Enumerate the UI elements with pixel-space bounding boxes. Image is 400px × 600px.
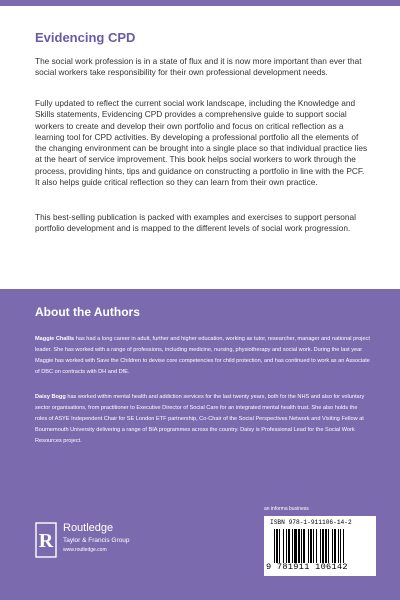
author-bio-1 (35, 334, 370, 378)
publisher-block (35, 520, 195, 570)
description-paragraph-1: The social work profession is in a state of flux and it is now more important than ever that social workers take responsibility for their own professional development needs. (35, 56, 362, 78)
about-authors-heading: About the Authors (35, 305, 140, 319)
barcode-bars (274, 529, 370, 563)
description-panel (0, 0, 400, 289)
author-2-name: Daisy Bogg (35, 394, 66, 400)
isbn-label: ISBN 978-1-911106-14-2 (270, 519, 352, 526)
publisher-name: Routledge (63, 522, 114, 534)
author-1-text: has had a long career in adult, further and higher education, working as tutor, researcher, manager and national project leader. She has worked with a range of professions, including medicine, nursing, physiotherapy and social work. During the last year Maggie has worked with Save the Children to devise core competencies for child protection, and has continued to work as an Associate of DBC on contracts with DH and DfE. (35, 336, 370, 375)
author-bio-2 (35, 392, 370, 447)
description-paragraph-3: This best-selling publication is packed with examples and exercises to support personal portfolio development and is mapped to the different levels of social work progression. (35, 212, 356, 234)
publisher-group: Taylor & Francis Group (63, 537, 130, 544)
isbn-barcode (264, 516, 376, 576)
routledge-r-logo-icon (35, 522, 57, 558)
book-title: Evidencing CPD (35, 30, 136, 45)
description-paragraph-2: Fully updated to reflect the current social work landscape, including the Knowledge and Skills statements, Evidencing CPD provides a comprehensive guide to support social workers to create and develop their own portfolio and focus on critical reflection as a learning tool for CPD activities. By developing a professional portfolio all the elements of the changing environment can be brought into a single place so that individual practice lies at the heart of service improvement. This book helps social workers to work through the process, providing hints, tips and guidance on constructing a portfolio in line with the PCF. It also helps guide critical reflection so they can learn from their own practice. (35, 98, 368, 188)
publisher-url: www.routledge.com (63, 547, 107, 553)
author-2-text: has worked within mental health and addiction services for the last twenty years, both for the NHS and also for voluntary sector organisations, from practitioner to Executive Director of Social Care for an integrated mental health trust. She also holds the roles of ASYE Independent Chair for SE London ETF partnership, Co-Chair of the Social Perspectives Network and Visiting Fellow at Bournemouth University delivering a range of BIA programmes across the country. Daisy is Professional Lead for the Social Work Resources project. (35, 394, 365, 444)
author-1-name: Maggie Challis (35, 336, 75, 342)
top-accent-bar (0, 0, 400, 6)
barcode-number: 9 781911 106142 (266, 562, 348, 572)
svg-text:R: R (38, 530, 54, 552)
informa-tagline: an informa business (264, 506, 309, 512)
